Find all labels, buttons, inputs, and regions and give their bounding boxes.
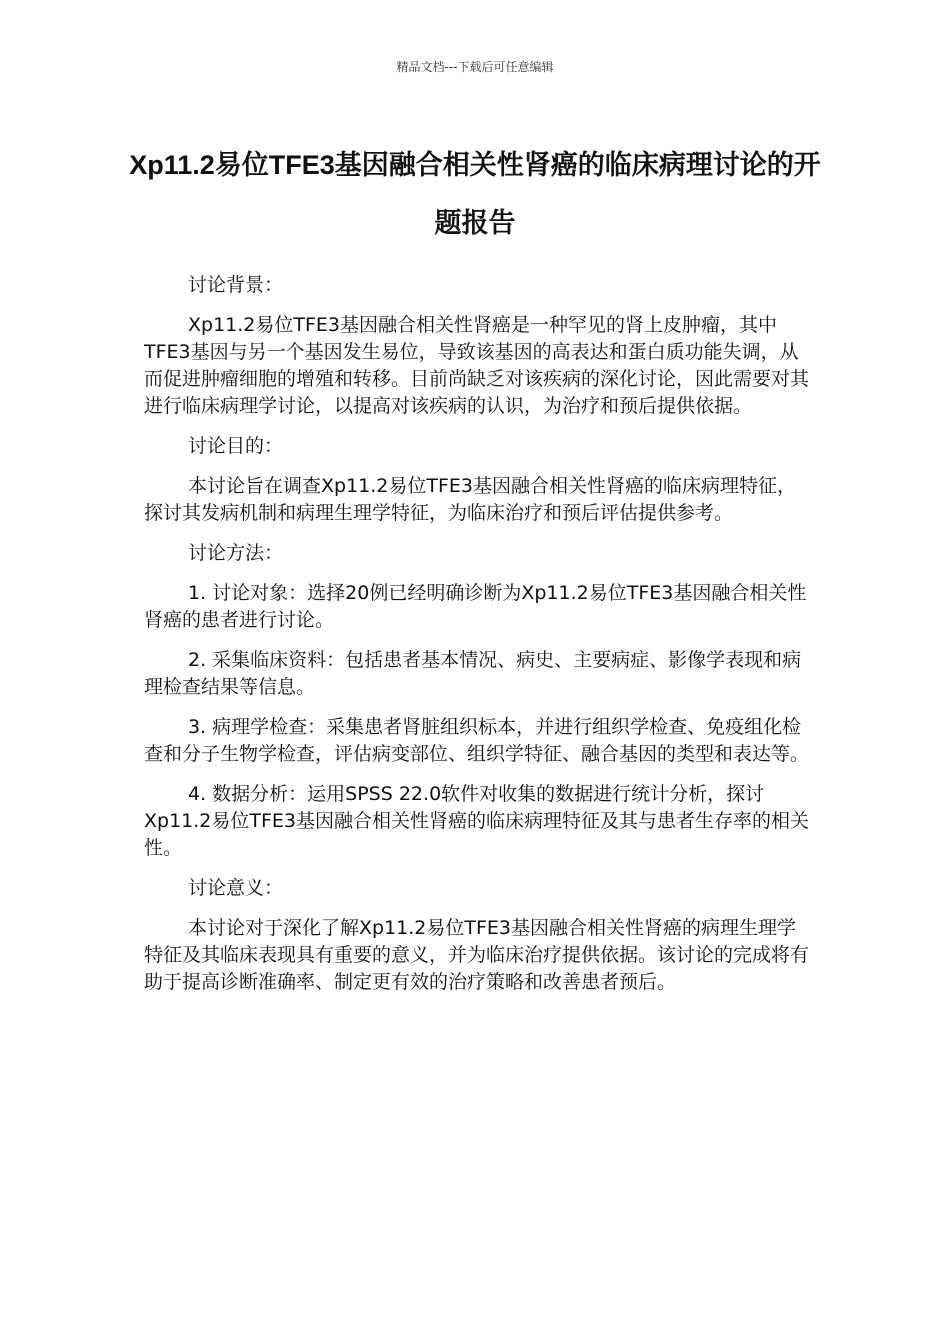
method-item-4: 4. 数据分析：运用SPSS 22.0软件对收集的数据进行统计分析，探讨Xp11.2易位TFE3基因融合相关性肾癌的临床病理特征及其与患者生存率的相关性。 — [144, 783, 810, 859]
method-item-2: 2. 采集临床资料：包括患者基本情况、病史、主要病症、影像学表现和病理检查结果等信息。 — [144, 649, 802, 698]
document-title: Xp11.2易位TFE3基因融合相关性肾癌的临床病理讨论的开题报告 — [129, 150, 821, 238]
paragraph-purpose: 本讨论旨在调查Xp11.2易位TFE3基因融合相关性肾癌的临床病理特征，探讨其发病机制和病理生理学特征，为临床治疗和预后评估提供参考。 — [144, 475, 797, 524]
document-body — [144, 272, 810, 1009]
section-heading-purpose: 讨论目的： — [188, 435, 284, 457]
page-header: 精品文档---下载后可任意编辑 — [396, 60, 554, 74]
paragraph-background: Xp11.2易位TFE3基因融合相关性肾癌是一种罕见的肾上皮肿瘤，其中TFE3基因与另一个基因发生易位，导致该基因的高表达和蛋白质功能失调，从而促进肿瘤细胞的增殖和转移。目前尚缺乏对该疾病的深化讨论，因此需要对其进行临床病理学讨论，以提高对该疾病的认识，为治疗和预后提供依据。 — [144, 314, 810, 417]
method-item-1: 1. 讨论对象：选择20例已经明确诊断为Xp11.2易位TFE3基因融合相关性肾癌的患者进行讨论。 — [144, 582, 807, 631]
section-heading-background: 讨论背景： — [188, 274, 284, 296]
method-item-3: 3. 病理学检查：采集患者肾脏组织标本，并进行组织学检查、免疫组化检查和分子生物学检查，评估病变部位、组织学特征、融合基因的类型和表达等。 — [144, 716, 810, 765]
section-heading-significance: 讨论意义： — [188, 877, 284, 899]
section-heading-methods: 讨论方法： — [188, 542, 284, 564]
paragraph-significance: 本讨论对于深化了解Xp11.2易位TFE3基因融合相关性肾癌的病理生理学特征及其临床表现具有重要的意义，并为临床治疗提供依据。该讨论的完成将有助于提高诊断准确率、制定更有效的治疗策略和改善患者预后。 — [144, 917, 810, 993]
